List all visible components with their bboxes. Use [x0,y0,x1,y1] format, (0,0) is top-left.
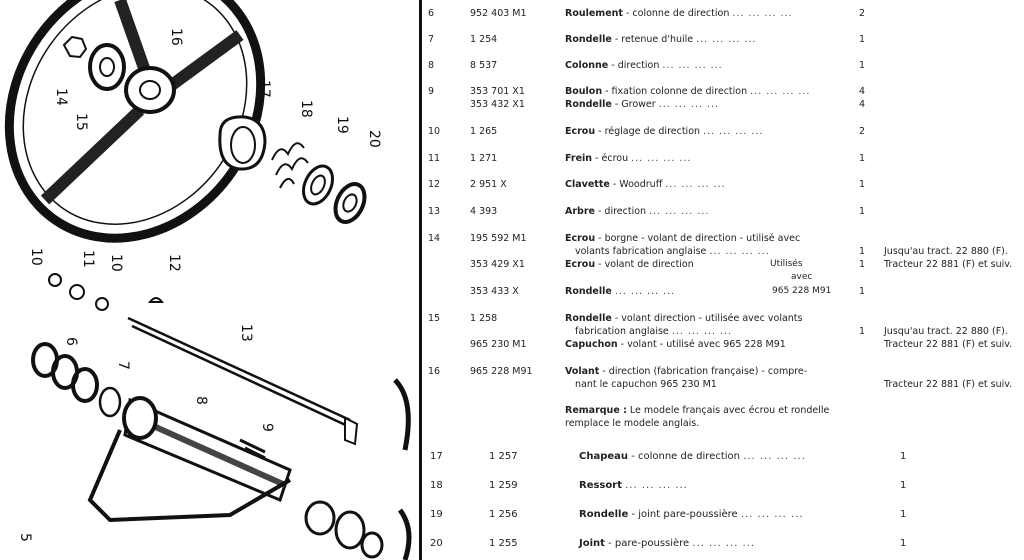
remark-note: Remarque : Le modele français avec écrou et rondelle remplace le modele anglais. [565,405,830,429]
parts-list: 6 952 403 M1 Roulement - colonne de direction ... ... ... ... 2 7 1 254 Rondelle - retenue d'huile ... ... ... ... 1 8 8 537 Colonne - direction ... ... ... ... 1 9 353 701 X1 Boulon - fixation colonne de direction ... ... ... ... 4 353 432 X1 Rondelle - Grower ... ... ... ... 4 10 1 265 Ecrou - réglage de direction ... ... ... ... 2 11 1 271 Frein - écrou ... ... ... ... 1 12 2 951 X Clavette - Woodruff ... ... ... ... 1 13 4 393 Arbre - direction ... ... ... ... 1 14 195 592 M1 Ecrou - borgne - volant de direction - utilisé avec volants fabrication anglaise ... ... ... ... 1 Jusqu'au tract. 22 880 (F). 353 429 X1 Ecrou - volant de direction Utilisés 1 Tracteur 22 881 (F) et suiv. avec 353 433 X Rondelle ... ... ... ... 965 228 M91 1 15 1 258 Rondelle - volant direction - utilisée avec volants fabrication anglaise ... ... ... ... 1 Jusqu'au tract. 22 880 (F). 965 230 M1 Capuchon - volant - utilisé avec 965 228 M91 Tracteur 22 881 (F) et suiv. 16 965 228 M91 Volant - direction (fabrication française) - compre- nant le capuchon 965 230 M1 Tracteur 22 881 (F) et suiv. Remarque : Le modele français avec écrou et rondelle remplace le modele anglais. 17 1 257 Chapeau - colonne de direction ... ... ... ... 1 18 1 259 Ressort ... ... ... ... 1 19 1 256 Rondelle - joint pare-poussière ... ... ... ... 1 20 1 255 Joint - pare-poussière ... ... ... ... 1 [428,8,1013,549]
column-cap-part [220,117,265,169]
washer-part [298,161,338,208]
adjust-nut-part [49,274,61,286]
label-10b: 10 [108,254,124,272]
label-10a: 10 [28,248,44,266]
label-6: 6 [63,337,79,346]
label-20: 20 [366,130,382,148]
label-19: 19 [334,116,350,134]
label-8: 8 [193,396,209,405]
cap-part [90,45,124,89]
label-14: 14 [53,88,69,106]
label-5: 5 [17,533,33,542]
label-17: 17 [256,80,272,98]
label-9: 9 [259,423,275,432]
label-12: 12 [166,254,182,272]
label-11: 11 [80,250,96,268]
label-13: 13 [238,324,254,342]
oil-retainer-washer-part [100,388,120,416]
steering-wheel-hub [126,68,174,112]
exploded-parts-drawing [0,0,420,560]
seal-part [330,179,370,226]
woodruff-key-part [150,298,162,302]
label-18: 18 [298,100,314,118]
spring-part [272,143,308,188]
label-15: 15 [73,113,89,131]
label-7: 7 [115,361,131,370]
nut-part [64,37,86,57]
lock-washer-part [70,285,84,299]
label-16: 16 [168,28,184,46]
adjust-nut-part-2 [96,298,108,310]
